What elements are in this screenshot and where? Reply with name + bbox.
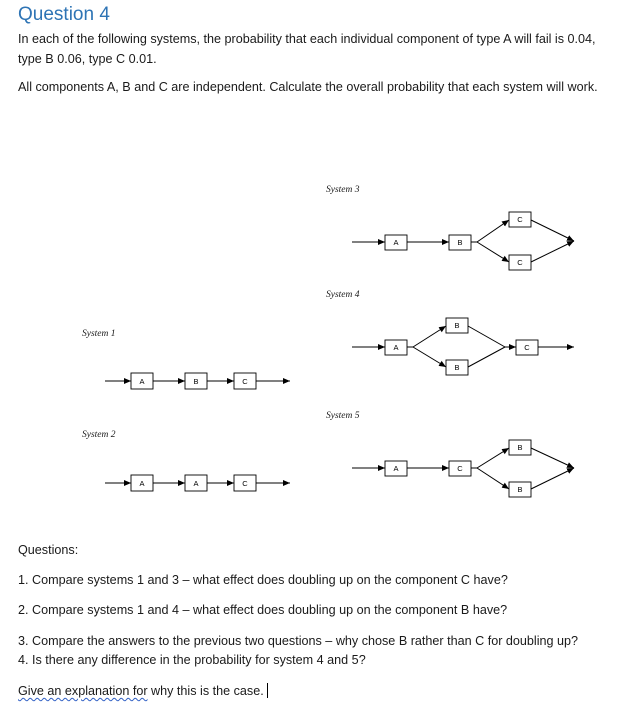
component-label: B xyxy=(454,363,460,372)
component-label: A xyxy=(393,343,399,352)
intro-paragraph-2: All components A, B and C are independent. Calculate the overall probability that each system will work. xyxy=(18,80,598,94)
component-label: A xyxy=(193,479,199,488)
component-label: C xyxy=(524,343,530,352)
system-3-diagram xyxy=(326,185,574,270)
component-label: C xyxy=(242,377,248,386)
question-heading: Question 4 xyxy=(18,4,110,25)
system-2-label: System 2 xyxy=(82,430,116,440)
system-3-label: System 3 xyxy=(326,185,360,195)
questions-title: Questions: xyxy=(18,543,79,557)
component-label: C xyxy=(517,258,523,267)
question-item-2: 2. Compare systems 1 and 4 – what effect does doubling up on the component B have? xyxy=(18,603,508,617)
explanation-line[interactable] xyxy=(18,683,268,698)
component-label: A xyxy=(393,464,399,473)
component-label: B xyxy=(517,443,523,452)
question-item-1: 1. Compare systems 1 and 3 – what effect does doubling up on the component C have? xyxy=(18,573,508,587)
system-5-label: System 5 xyxy=(326,411,360,421)
system-2-diagram xyxy=(82,430,290,491)
text-cursor xyxy=(267,683,268,698)
explanation-rest-text: why this is the case. xyxy=(147,684,264,698)
intro-paragraph-1: In each of the following systems, the probability that each individual component of type A will fail is 0.04, type B 0.06, type C 0.01. xyxy=(18,32,596,66)
question-item-3: 3. Compare the answers to the previous two questions – why chose B rather than C for doubling up? xyxy=(18,634,579,648)
component-label: C xyxy=(242,479,248,488)
component-label: B xyxy=(454,321,460,330)
component-label: A xyxy=(393,238,399,247)
component-label: C xyxy=(517,215,523,224)
component-label: A xyxy=(139,377,145,386)
system-1-label: System 1 xyxy=(82,329,116,339)
component-label: C xyxy=(457,464,463,473)
system-5-diagram xyxy=(326,411,574,497)
system-1-diagram xyxy=(82,329,290,389)
system-4-label: System 4 xyxy=(326,290,360,300)
system-4-diagram xyxy=(326,290,574,375)
question-item-4: 4. Is there any difference in the probability for system 4 and 5? xyxy=(18,653,366,667)
component-label: A xyxy=(139,479,145,488)
component-label: B xyxy=(517,485,523,494)
component-label: B xyxy=(193,377,199,386)
spellcheck-underlined-text[interactable]: Give an explanation for xyxy=(18,684,148,698)
component-label: B xyxy=(457,238,463,247)
